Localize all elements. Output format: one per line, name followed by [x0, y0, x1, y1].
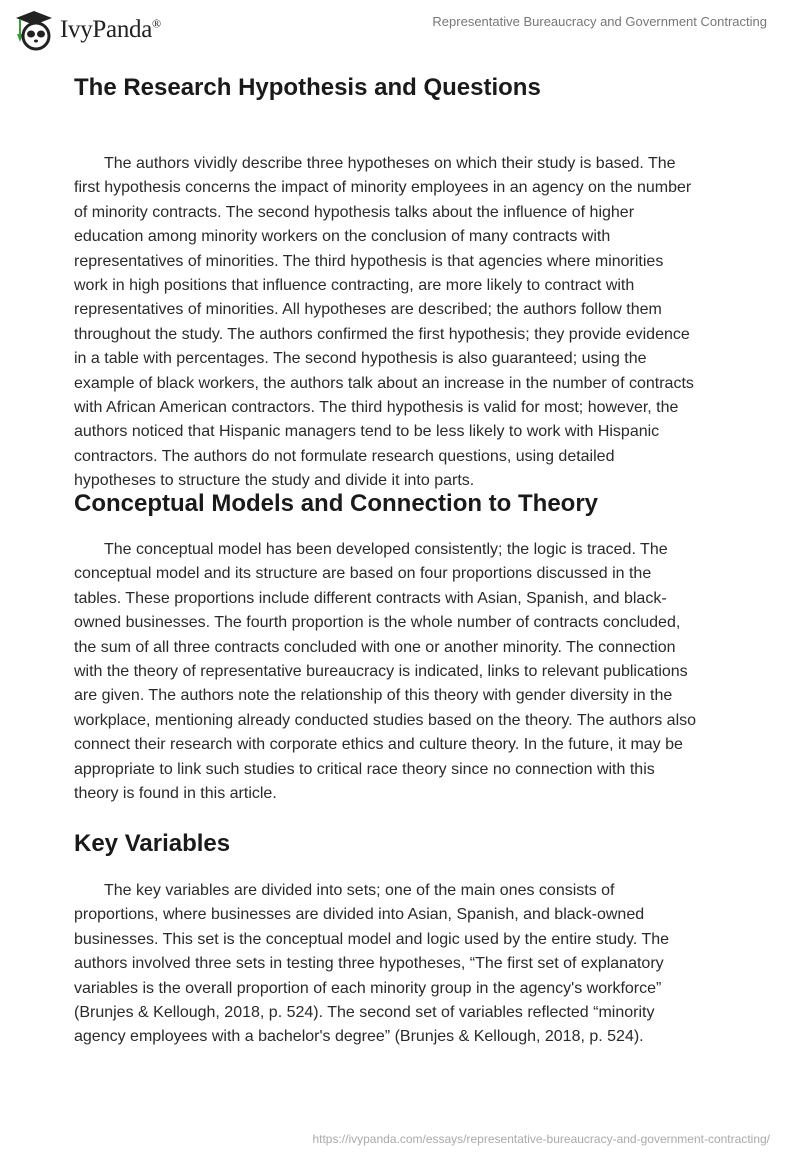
- paragraph-conceptual-models: [74, 538, 696, 806]
- text-line: example of black workers, the authors talk about an increase in the number of contracts: [74, 374, 694, 392]
- text-line: representatives of minorities. All hypotheses are described; the authors follow them: [74, 301, 662, 319]
- text-line: contractors. The authors do not formulate research questions, using detailed: [74, 447, 615, 465]
- text-line: The key variables are divided into sets; one of the main ones consists of: [104, 882, 615, 899]
- document-title: Representative Bureaucracy and Government Contracting: [432, 14, 767, 29]
- text-line: first hypothesis concerns the impact of minority employees in an agency on the number: [74, 179, 692, 197]
- paragraph-research-hypothesis: [74, 152, 694, 494]
- section-heading-key-variables: Key Variables: [74, 830, 231, 857]
- text-line: in a table with percentages. The second hypothesis is also guaranteed; using the: [74, 350, 647, 368]
- text-line: are given. The authors note the relationship of this theory with gender diversity in the: [74, 687, 673, 705]
- text-line: agency employees with a bachelor's degree” (Brunjes & Kellough, 2018, p. 524).: [74, 1028, 644, 1046]
- text-line: of minority contracts. The second hypothesis talks about the influence of higher: [74, 203, 635, 221]
- text-line: businesses. This set is the conceptual model and logic used by the entire study. The: [74, 930, 670, 948]
- ivypanda-logo[interactable]: [12, 8, 161, 52]
- text-line: proportions, where businesses are divided into Asian, Spanish, and black-owned: [74, 906, 645, 924]
- text-line: hypotheses to structure the study and divide it into parts.: [74, 472, 475, 490]
- text-line: tables. These proportions include different contracts with Asian, Spanish, and black-: [74, 589, 667, 607]
- text-line: theory is found in this article.: [74, 785, 277, 803]
- text-line: The authors vividly describe three hypotheses on which their study is based. The: [104, 155, 676, 172]
- paragraph-key-variables: [74, 879, 669, 1050]
- text-line: authors involved three sets in testing three hypotheses, “The first set of explanatory: [74, 955, 664, 973]
- text-line: with African American contractors. The third hypothesis is valid for most; however, the: [74, 399, 679, 417]
- text-line: work in high positions that influence contracting, are more likely to contract with: [74, 277, 635, 295]
- text-line: authors noticed that Hispanic managers tend to be less likely to work with Hispanic: [74, 423, 660, 441]
- source-url[interactable]: https://ivypanda.com/essays/representative-bureaucracy-and-government-contracting/: [312, 1132, 770, 1146]
- section-heading-research-hypothesis: The Research Hypothesis and Questions: [74, 74, 541, 101]
- text-line: variables is the overall proportion of each minority group in the agency's workforce”: [74, 979, 662, 997]
- text-line: representatives of minorities. The third hypothesis is that agencies where minorities: [74, 252, 664, 270]
- text-line: throughout the study. The authors confirmed the first hypothesis; they provide evidence: [74, 325, 690, 343]
- text-line: with the theory of representative bureaucracy is indicated, links to relevant publications: [74, 663, 688, 681]
- text-line: the sum of all three contracts concluded with one or another minority. The connection: [74, 638, 676, 656]
- text-line: education among minority workers on the conclusion of many contracts with: [74, 228, 611, 246]
- panda-graduate-icon: [12, 8, 56, 52]
- text-line: connect their research with corporate ethics and culture theory. In the future, it may be: [74, 736, 683, 754]
- text-line: appropriate to link such studies to critical race theory since no connection with this: [74, 760, 655, 778]
- text-line: conceptual model and its structure are based on four proportions discussed in the: [74, 565, 652, 583]
- text-line: owned businesses. The fourth proportion is the whole number of contracts concluded,: [74, 614, 681, 632]
- text-line: (Brunjes & Kellough, 2018, p. 524). The second set of variables reflected “minority: [74, 1004, 655, 1022]
- text-line: The conceptual model has been developed consistently; the logic is traced. The: [104, 541, 668, 558]
- logo-text: IvyPanda®: [60, 16, 161, 43]
- section-heading-conceptual-models: Conceptual Models and Connection to Theory: [74, 490, 599, 517]
- text-line: workplace, mentioning already conducted studies based on the theory. The authors also: [74, 711, 697, 729]
